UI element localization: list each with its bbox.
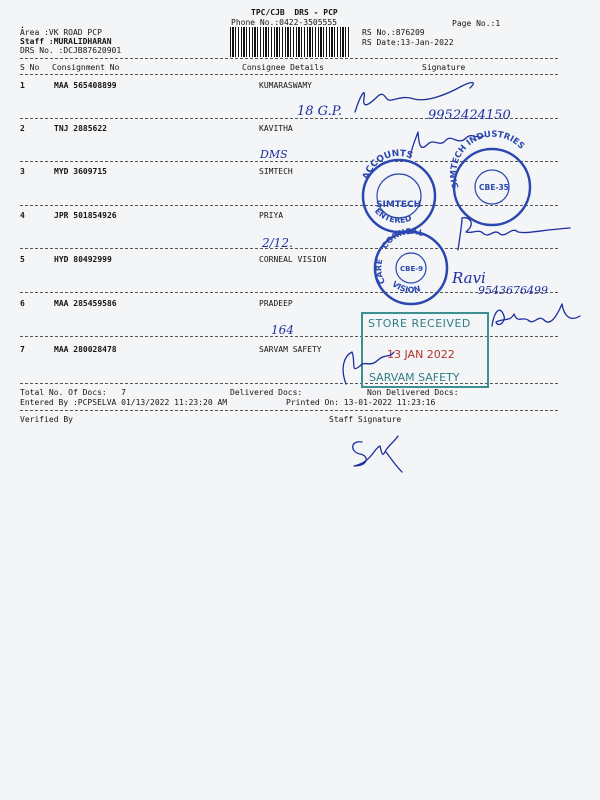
simtech-industries-stamp: [449, 130, 530, 225]
accounts-label: ACCOUNTS: [361, 148, 414, 182]
row-consignment: JPR 501854926: [54, 211, 117, 220]
row-consignment: MYD 3609715: [54, 167, 107, 176]
row-consignment: MAA 285459586: [54, 299, 117, 308]
svg-text:ACCOUNTS: [361, 149, 414, 181]
row-sno: 5: [20, 255, 25, 264]
row1-phone: 9952424150: [428, 108, 511, 123]
col-signature: Signature: [422, 63, 466, 72]
entered-by: Entered By :PCPSELVA 01/13/2022 11:23:20 AM: [20, 398, 228, 407]
corneal-code: CBE-9: [400, 265, 424, 273]
area: Area :VK ROAD PCP: [20, 28, 102, 37]
non-delivered-docs: Non Delivered Docs:: [367, 388, 459, 397]
svg-text:SIMTECH INDUSTRIES: [449, 130, 526, 190]
accounts-entered: ENTERED: [372, 206, 413, 225]
simtech-arc-text: SIMTECH INDUSTRIES: [449, 129, 527, 190]
signature-row7: [343, 352, 394, 384]
row-sno: 6: [20, 299, 25, 308]
corneal-care-stamp: [374, 227, 447, 304]
row-consignment: MAA 280028478: [54, 345, 117, 354]
verified-by: Verified By: [20, 415, 73, 424]
row6-note: 164: [271, 323, 294, 337]
corneal-bottom-text: VISION: [390, 279, 422, 295]
corneal-left-text: CARE: [374, 258, 388, 286]
row-consignee: PRIYA: [259, 211, 284, 220]
page-number: Page No.:1: [452, 19, 501, 28]
row-consignee: CORNEAL VISION: [259, 255, 327, 264]
row-consignee: SIMTECH: [259, 167, 293, 176]
row-sno: 2: [20, 124, 25, 133]
sarvam-safety-text: SARVAM SAFETY: [369, 371, 460, 384]
row-sno: 1: [20, 81, 25, 90]
dot-mark: .: [20, 21, 25, 30]
accounts-entered-stamp: [361, 149, 435, 232]
col-sno: S No: [20, 63, 40, 72]
row-consignee: PRADEEP: [259, 299, 293, 308]
row-sno: 3: [20, 167, 25, 176]
row2-note: DMS: [260, 148, 288, 161]
row4-note: 2/12.: [262, 236, 293, 250]
staff-name: Staff :MURALIDHARAN: [20, 37, 112, 46]
phone-number: Phone No.:0422-3505555: [231, 18, 337, 27]
row-consignment: HYD 80492999: [54, 255, 112, 264]
rs-number: RS No.:876209: [362, 28, 425, 37]
drs-number: DRS No. :DCJB87620901: [20, 46, 122, 55]
store-received-text: STORE RECEIVED: [368, 317, 471, 330]
row1-note: 18 G.P.: [297, 104, 342, 119]
row-consignee: KUMARASWAMY: [259, 81, 312, 90]
printed-on: Printed On: 13-01-2022 11:23:16: [286, 398, 436, 407]
staff-signature: [353, 436, 402, 472]
rs-date: RS Date:13-Jan-2022: [362, 38, 454, 47]
delivered-docs: Delivered Docs:: [230, 388, 303, 397]
row-consignee: KAVITHA: [259, 124, 293, 133]
row-consignment: MAA 565408899: [54, 81, 117, 90]
corneal-top-text: CORNEAL: [380, 226, 425, 251]
row-consignee: SARVAM SAFETY: [259, 345, 322, 354]
signature-row6: [492, 304, 580, 326]
sheet-title: TPC/CJB DRS - PCP: [251, 8, 338, 17]
simtech-code: CBE-35: [479, 183, 509, 192]
row-sno: 7: [20, 345, 25, 354]
col-consignee: Consignee Details: [242, 63, 324, 72]
row-consignment: TNJ 2885622: [54, 124, 107, 133]
row5-name: Ravi: [452, 269, 486, 287]
col-consignment: Consignment No: [52, 63, 120, 72]
total-docs: Total No. Of Docs: 7: [20, 388, 126, 397]
staff-signature-label: Staff Signature: [329, 415, 402, 424]
received-date: 13 JAN 2022: [387, 348, 455, 361]
signature-row4: [458, 218, 570, 250]
accounts-company: SIMTECH: [376, 200, 422, 210]
row5-phone: 9543676499: [478, 284, 548, 297]
row-sno: 4: [20, 211, 25, 220]
